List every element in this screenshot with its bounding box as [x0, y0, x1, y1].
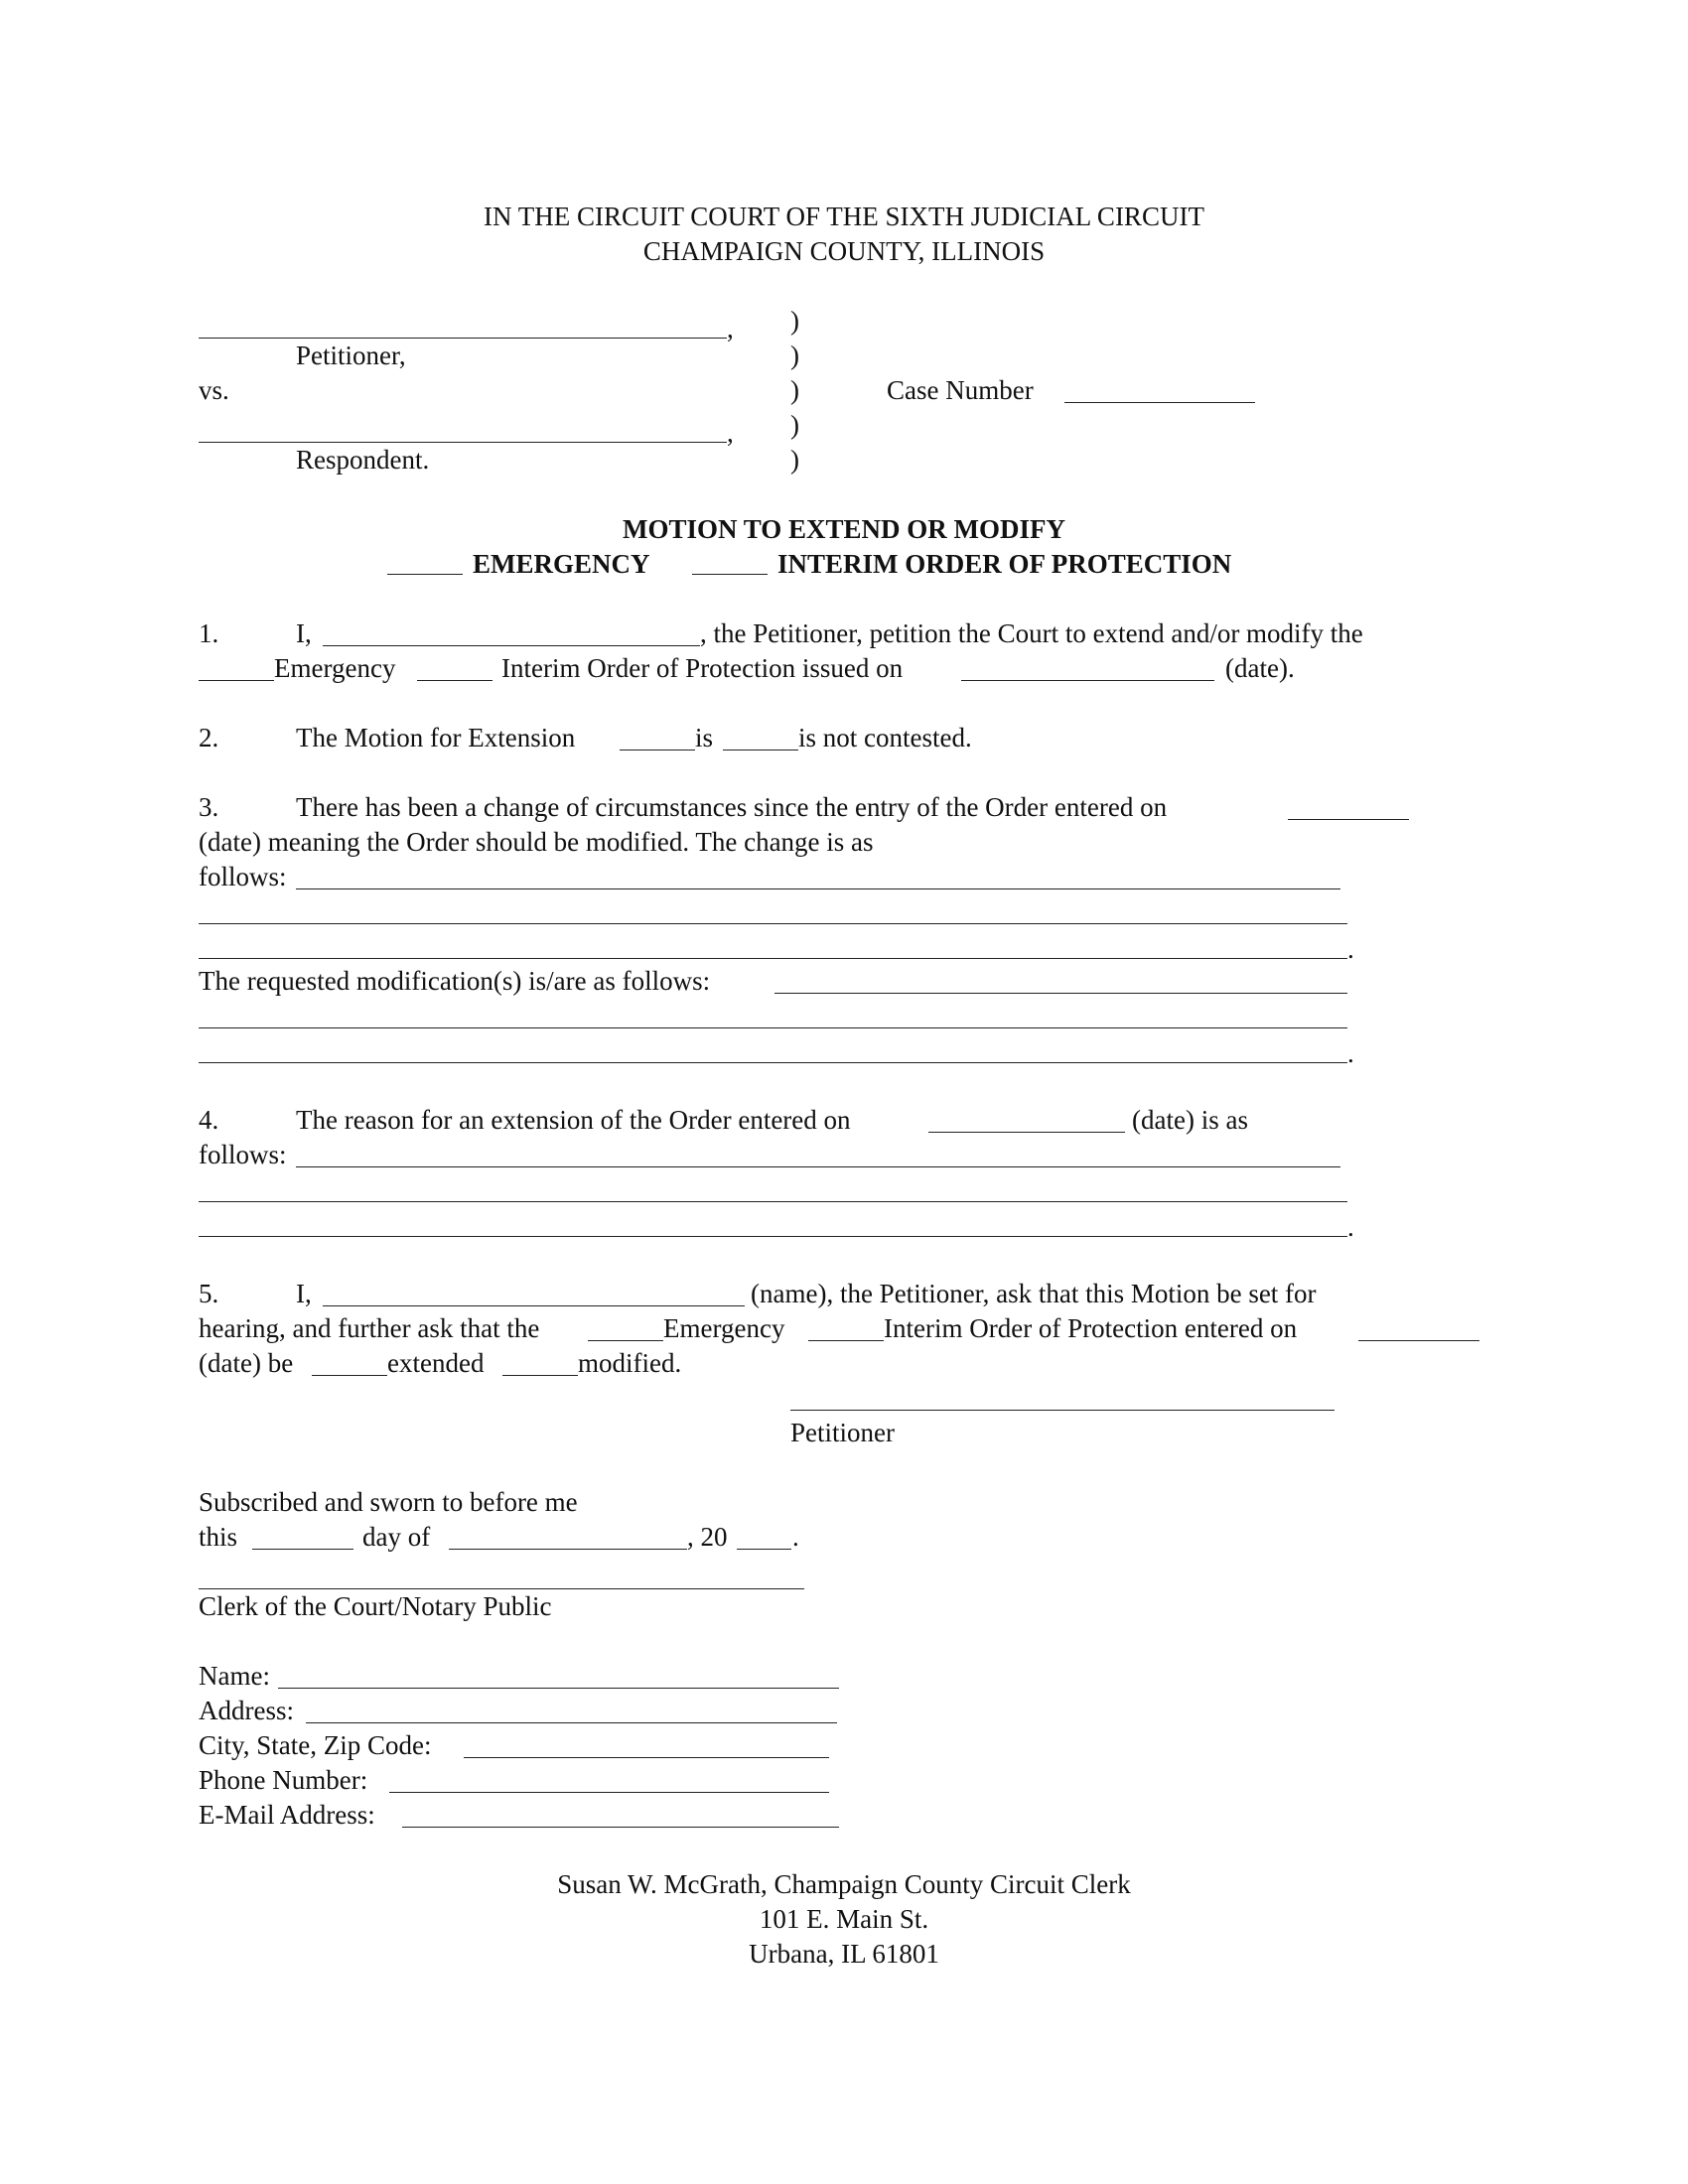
item-4-date-field[interactable] [928, 1132, 1125, 1133]
item-5-text-f: (date) be [199, 1348, 294, 1378]
item-1-text-d: Interim Order of Protection issued on [501, 653, 904, 683]
item-1-date-field[interactable] [961, 680, 1214, 681]
item-5-emergency-check[interactable] [588, 1340, 663, 1341]
item-2-is: is [695, 723, 714, 752]
motion-title: MOTION TO EXTEND OR MODIFY [622, 514, 1066, 544]
caption-paren: ) [790, 306, 799, 336]
item-1-number: 1. [199, 618, 219, 648]
notary-signature-line[interactable] [199, 1588, 804, 1589]
emergency-checkbox-line[interactable] [387, 574, 463, 575]
contact-name-field[interactable] [278, 1688, 839, 1689]
clerk-label: Clerk of the Court/Notary Public [199, 1591, 552, 1621]
petitioner-comma: , [727, 314, 734, 343]
contact-address-field[interactable] [306, 1722, 837, 1723]
clerk-street: 101 E. Main St. [759, 1904, 929, 1934]
item-3-modification-line-3[interactable] [199, 1062, 1347, 1063]
case-number-field[interactable] [1064, 402, 1255, 403]
item-1-emergency-check[interactable] [199, 680, 274, 681]
caption-paren: ) [790, 445, 799, 475]
item-5-extended-check[interactable] [312, 1375, 387, 1376]
item-1-name-field[interactable] [323, 645, 700, 646]
notary-year-field[interactable] [737, 1549, 791, 1550]
item-5-name-field[interactable] [323, 1305, 745, 1306]
vs-label: vs. [199, 375, 229, 405]
item-5-emergency: Emergency [663, 1313, 785, 1343]
item-1-date-label: (date). [1225, 653, 1295, 683]
notary-day-field[interactable] [252, 1549, 353, 1550]
item-4-text-b: (date) is as [1132, 1105, 1248, 1135]
item-5-text-c: hearing, and further ask that the [199, 1313, 540, 1343]
item-3-modification-line-1[interactable] [774, 993, 1347, 994]
notary-year-prefix: , 20 [687, 1522, 728, 1552]
item-3-period: . [1347, 1038, 1354, 1068]
contact-name-label: Name: [199, 1661, 270, 1691]
case-number-label: Case Number [887, 375, 1034, 405]
petitioner-signature-line[interactable] [790, 1410, 1335, 1411]
caption-paren: ) [790, 375, 799, 405]
item-5-modified-check[interactable] [502, 1375, 578, 1376]
clerk-city: Urbana, IL 61801 [749, 1939, 939, 1969]
item-4-reason-line-3[interactable] [199, 1236, 1347, 1237]
petitioner-name-line[interactable] [199, 338, 727, 339]
item-5-number: 5. [199, 1279, 219, 1308]
contact-email-field[interactable] [402, 1827, 839, 1828]
item-1-interim-check[interactable] [417, 680, 492, 681]
contact-phone-field[interactable] [389, 1792, 829, 1793]
item-4-follows: follows: [199, 1140, 287, 1169]
item-1-text-a: I, [296, 618, 312, 648]
item-2-text-a: The Motion for Extension [296, 723, 576, 752]
clerk-name: Susan W. McGrath, Champaign County Circuit Clerk [557, 1869, 1131, 1899]
notary-day-of: day of [362, 1522, 431, 1552]
item-3-date-field[interactable] [1288, 819, 1409, 820]
court-name: IN THE CIRCUIT COURT OF THE SIXTH JUDICIAL CIRCUIT [484, 202, 1204, 231]
item-5-extended: extended [387, 1348, 485, 1378]
title-interim: INTERIM ORDER OF PROTECTION [777, 549, 1232, 579]
contact-city-label: City, State, Zip Code: [199, 1730, 432, 1760]
item-5-interim-check[interactable] [808, 1340, 884, 1341]
item-2-is-check[interactable] [620, 750, 695, 751]
item-5-text-a: I, [296, 1279, 312, 1308]
interim-checkbox-line[interactable] [692, 574, 768, 575]
item-1-emergency: Emergency [274, 653, 396, 683]
item-3-text-d: The requested modification(s) is/are as follows: [199, 966, 711, 996]
item-5-text-e: Interim Order of Protection entered on [884, 1313, 1298, 1343]
notary-month-field[interactable] [449, 1549, 687, 1550]
notary-period: . [792, 1522, 799, 1552]
notary-this: this [199, 1522, 238, 1552]
item-2-number: 2. [199, 723, 219, 752]
county-name: CHAMPAIGN COUNTY, ILLINOIS [642, 236, 1046, 266]
title-emergency: EMERGENCY [473, 549, 650, 579]
contact-phone-label: Phone Number: [199, 1765, 368, 1795]
item-5-modified: modified. [578, 1348, 682, 1378]
respondent-name-line[interactable] [199, 442, 727, 443]
contact-email-label: E-Mail Address: [199, 1800, 375, 1830]
respondent-label: Respondent. [296, 445, 430, 475]
item-3-modification-line-2[interactable] [199, 1027, 1347, 1028]
item-4-period: . [1347, 1212, 1354, 1242]
item-4-text-a: The reason for an extension of the Order entered on [296, 1105, 851, 1135]
item-4-number: 4. [199, 1105, 219, 1135]
item-3-number: 3. [199, 792, 219, 822]
item-3-change-line-1[interactable] [296, 888, 1340, 889]
petitioner-label: Petitioner, [296, 341, 406, 370]
item-4-reason-line-2[interactable] [199, 1201, 1347, 1202]
contact-city-field[interactable] [464, 1757, 829, 1758]
notary-subscribed: Subscribed and sworn to before me [199, 1487, 578, 1517]
item-3-change-line-3[interactable] [199, 958, 1347, 959]
caption-paren: ) [790, 410, 799, 440]
item-3-follows: follows: [199, 862, 287, 891]
item-2-is-not: is not contested. [798, 723, 972, 752]
item-3-text-b: (date) meaning the Order should be modified. The change is as [199, 827, 874, 857]
respondent-comma: , [727, 418, 734, 448]
item-5-text-b: (name), the Petitioner, ask that this Motion be set for [751, 1279, 1317, 1308]
caption-paren: ) [790, 341, 799, 370]
contact-address-label: Address: [199, 1696, 294, 1725]
item-3-text-a: There has been a change of circumstances since the entry of the Order entered on [296, 792, 1168, 822]
item-3-period: . [1347, 934, 1354, 964]
petitioner-signature-label: Petitioner [790, 1418, 895, 1447]
item-5-date-field[interactable] [1358, 1340, 1479, 1341]
item-4-reason-line-1[interactable] [296, 1166, 1340, 1167]
item-2-is-not-check[interactable] [723, 750, 798, 751]
item-1-text-b: , the Petitioner, petition the Court to extend and/or modify the [700, 618, 1363, 648]
item-3-change-line-2[interactable] [199, 923, 1347, 924]
